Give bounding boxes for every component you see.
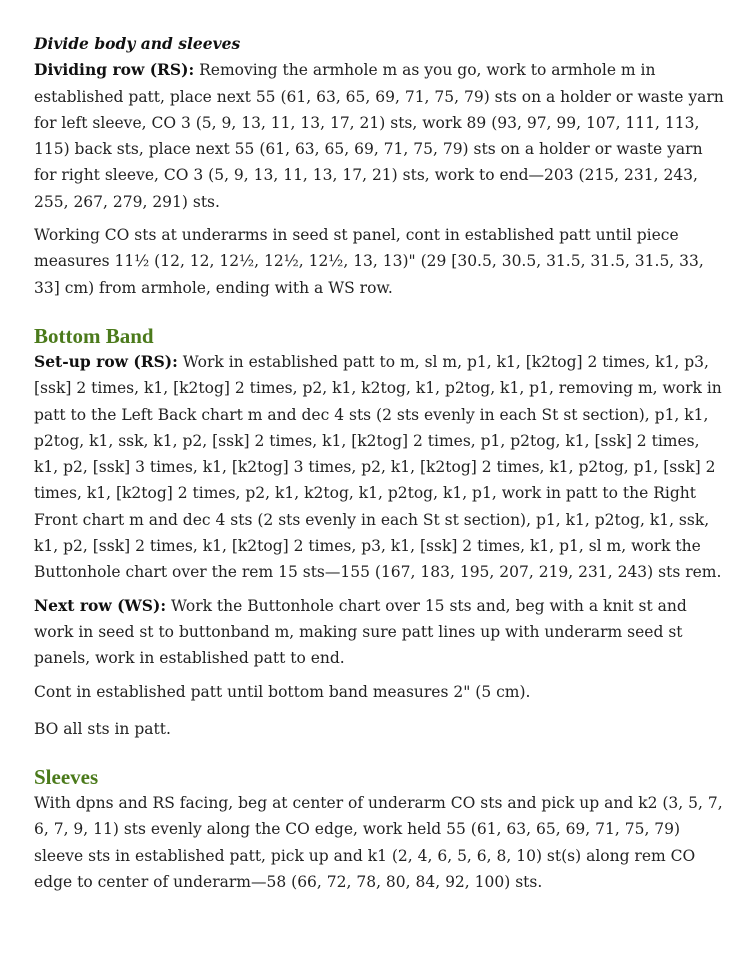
divide-heading: Divide body and sleeves (34, 34, 241, 53)
sleeves-paragraph: With dpns and RS facing, beg at center of underarm CO sts and pick up and k2 (3, 5, 7, 6, 7, 9, 11) sts evenly along the CO edge, work held 55 (61, 63, 65, 69, 71, 75, 79) sleeve sts in established patt, pick up and k1 (2, 4, 6, 5, 6, 8, 10) st(s) along rem CO edge to center of underarm—58 (66, 72, 78, 80, 84, 92, 100) sts. (34, 794, 723, 892)
next-row-text: Work the Buttonhole chart over 15 sts and, beg with a knit st and work in seed st to buttonband m, making sure patt lines up with underarm seed st panels, work in established patt to end. (34, 596, 687, 668)
bottom-band-title: Bottom Band (34, 323, 154, 348)
underarm-paragraph: Working CO sts at underarms in seed st panel, cont in established patt until piece measures 11½ (12, 12, 12½, 12½, 12½, 13, 13)" (29 [30.5, 30.5, 31.5, 31.5, 31.5, 33, 33] cm) from armhole, ending with a WS row. (34, 226, 704, 297)
bind-off-paragraph: BO all sts in patt. (34, 719, 171, 738)
setup-row-paragraph (34, 349, 724, 586)
dividing-row-label: Dividing row (RS): (34, 60, 195, 80)
dividing-row-text: Removing the armhole m as you go, work to armhole m in established patt, place next 55 (61, 63, 65, 69, 71, 75, 79) sts on a holder or waste yarn for left sleeve, CO 3 (5, 9, 13, 11, 13, 17, 21) sts, work 89 (93, 97, 99, 107, 111, 113, 115) back sts, place next 55 (61, 63, 65, 69, 71, 75, 79) sts on a holder or waste yarn for right sleeve, CO 3 (5, 9, 13, 11, 13, 17, 21) sts, work to end—203 (215, 231, 243, 255, 267, 279, 291) sts. (34, 61, 724, 211)
next-row-paragraph (34, 593, 724, 672)
dividing-row-paragraph (34, 57, 724, 215)
next-row-label: Next row (WS): (34, 595, 167, 615)
sleeves-title: Sleeves (34, 765, 99, 790)
continue-paragraph: Cont in established patt until bottom band measures 2" (5 cm). (34, 682, 531, 701)
setup-row-label: Set-up row (RS): (34, 351, 178, 371)
setup-row-text: Work in established patt to m, sl m, p1, k1, [k2tog] 2 times, k1, p3, [ssk] 2 times, k1, [k2tog] 2 times, p2, k1, k2tog, k1, p2tog, k1, p1, removing m, work in patt to the Left Back chart m and dec 4 sts (2 sts evenly in each St st section), p1, k1, p2tog, k1, ssk, k1, p2, [ssk] 2 times, k1, [k2tog] 2 times, p1, p2tog, k1, [ssk] 2 times, k1, p2, [ssk] 3 times, k1, [k2tog] 3 times, p2, k1, [k2tog] 2 times, k1, p2tog, p1, [ssk] 2 times, k1, [k2tog] 2 times, p2, k1, k2tog, k1, p2tog, k1, p1, work in patt to the Right Front chart m and dec 4 sts (2 sts evenly in each St st section), p1, k1, p2tog, k1, ssk, k1, p2, [ssk] 2 times, k1, [k2tog] 2 times, p3, k1, [ssk] 2 times, k1, p1, sl m, work the Buttonhole chart over the rem 15 sts—155 (167, 183, 195, 207, 219, 231, 243) sts rem. (34, 352, 722, 582)
pattern-page (34, 31, 724, 902)
